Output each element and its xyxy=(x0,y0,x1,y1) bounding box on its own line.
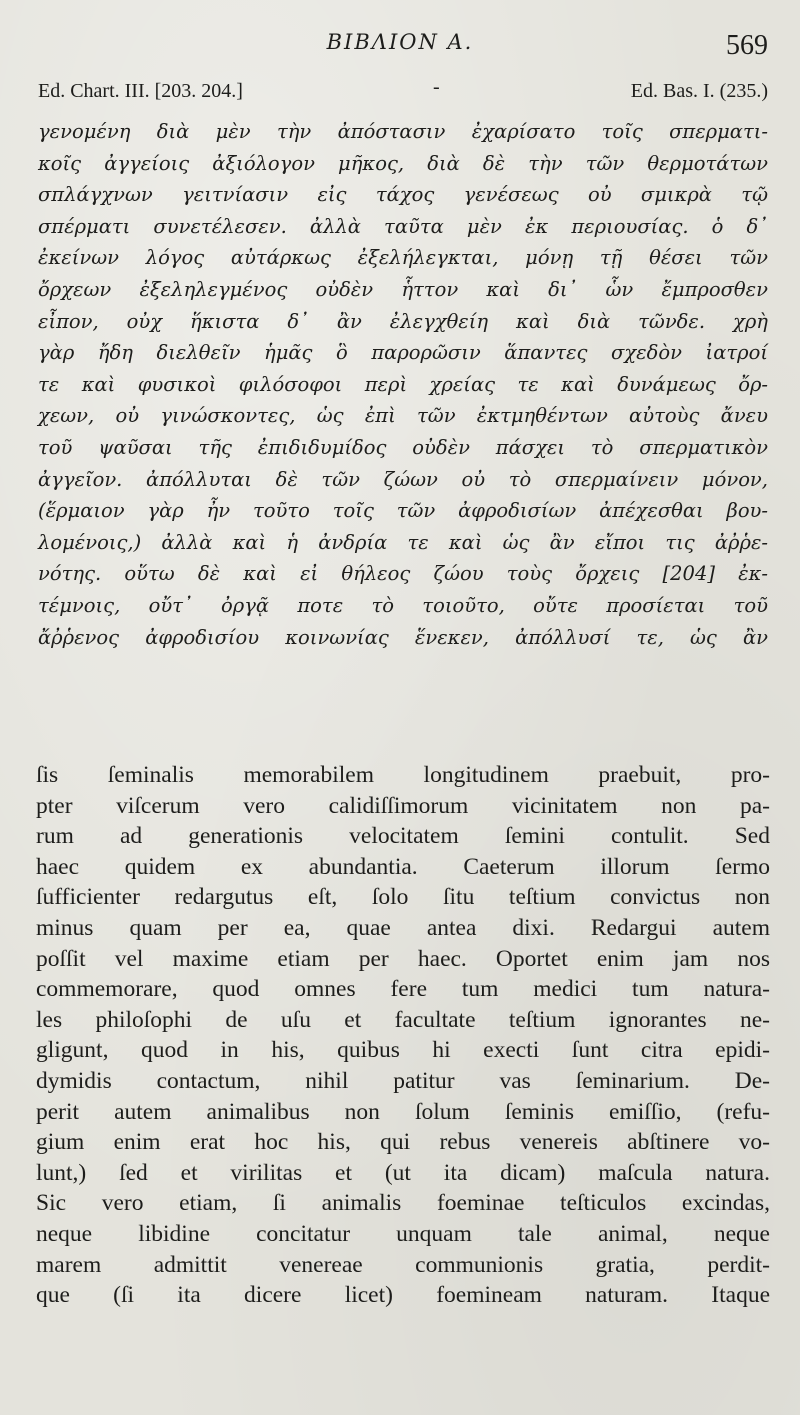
latin-text-block xyxy=(36,760,770,1311)
greek-text-line: χεων, οὐ γινώσκοντες, ὡς ἐπὶ τῶν ἐκτμηθέντων αὐτοὺς ἄνευ xyxy=(38,404,768,428)
edition-separator-mark: - xyxy=(433,76,440,98)
greek-text-line: λομένοις,) ἀλλὰ καὶ ἡ ἀνδρία τε καὶ ὡς ἂν εἴποι τις ἀῤῥε- xyxy=(38,530,768,554)
greek-text-line: τέμνοις, οὔτ᾽ ὀργᾷ ποτε τὸ τοιοῦτο, οὔτε προσίεται τοῦ xyxy=(38,593,768,617)
latin-text-line: minus quam per ea, quae antea dixi. Redargui autem xyxy=(36,914,770,941)
latin-text-line: que (ſi ita dicere licet) foemineam naturam. Itaque xyxy=(36,1282,770,1309)
greek-text-line: σπλάγχνων γειτνίασιν εἰς τάχος γενέσεως οὐ σμικρὰ τῷ xyxy=(38,183,768,207)
latin-text-line: les philoſophi de uſu et facultate teſtium ignorantes ne- xyxy=(36,1006,770,1033)
greek-text-line: τοῦ ψαῦσαι τῆς ἐπιδιδυμίδος οὐδὲν πάσχει τὸ σπερματικὸν xyxy=(38,435,768,459)
greek-text-line: κοῖς ἀγγείοις ἀξιόλογον μῆκος, διὰ δὲ τὴν τῶν θερμοτάτων xyxy=(38,151,768,175)
latin-text-line: dymidis contactum, nihil patitur vas ſeminarium. De- xyxy=(36,1067,770,1094)
greek-text-line: ὄρχεων ἐξεληλεγμένος οὐδὲν ἧττον καὶ δι᾽ ὧν ἔμπροσθεν xyxy=(38,277,768,301)
greek-text-line: γενομένη διὰ μὲν τὴν ἀπόστασιν ἐχαρίσατο τοῖς σπερματι- xyxy=(38,120,768,143)
latin-text-line: haec quidem ex abundantia. Caeterum illorum ſermo xyxy=(36,853,770,880)
latin-text-line: neque libidine concitatur unquam tale animal, neque xyxy=(36,1220,770,1247)
greek-text-line: τε καὶ φυσικοὶ φιλόσοφοι περὶ χρείας τε καὶ δυνάμεως ὄρ- xyxy=(38,372,768,396)
latin-text-line: gium enim erat hoc his, qui rebus venereis abſtinere vo- xyxy=(36,1129,770,1156)
latin-text-line: rum ad generationis velocitatem ſemini contulit. Sed xyxy=(36,823,770,850)
edition-basel-reference: Ed. Bas. I. (235.) xyxy=(630,80,768,102)
latin-text-line: ſis ſeminalis memorabilem longitudinem praebuit, pro- xyxy=(36,762,770,788)
greek-text-line: ἀγγεῖον. ἀπόλλυται δὲ τῶν ζώων οὐ τὸ σπερμαίνειν μόνον, xyxy=(38,467,768,491)
edition-chart-reference: Ed. Chart. III. [203. 204.] xyxy=(38,80,243,102)
greek-text-line: ἄῤῥενος ἀφροδισίου κοινωνίας ἕνεκεν, ἀπόλλυσί τε, ὡς ἂν xyxy=(38,625,768,649)
latin-text-line: marem admittit venereae communionis gratia, perdit- xyxy=(36,1251,770,1278)
latin-text-line: ſufficienter redargutus eſt, ſolo ſitu teſtium convictus non xyxy=(36,884,770,911)
greek-text-line: ἐκείνων λόγος αὐτάρκως ἐξελήλεγκται, μόνῃ τῇ θέσει τῶν xyxy=(38,246,768,270)
greek-text-line: σπέρματι συνετέλεσεν. ἀλλὰ ταῦτα μὲν ἐκ περιουσίας. ὁ δ᾽ xyxy=(38,214,768,238)
greek-text-block xyxy=(38,116,768,653)
greek-text-line: εἶπον, οὐχ ἥκιστα δ᾽ ἂν ἐλεγχθείη καὶ διὰ τῶνδε. χρὴ xyxy=(38,309,768,333)
latin-text-line: pter viſcerum vero calidiſſimorum vicinitatem non pa- xyxy=(36,792,770,819)
greek-text-line: γὰρ ἤδη διελθεῖν ἡμᾶς ὃ παρορῶσιν ἅπαντες σχεδὸν ἰατροί xyxy=(38,341,768,365)
latin-text-line: gligunt, quod in his, quibus hi execti ſunt citra epidi- xyxy=(36,1037,770,1064)
greek-text-line: (ἕρμαιον γὰρ ἦν τοῦτο τοῖς τῶν ἀφροδισίων ἀπέχεσθαι βου- xyxy=(38,499,768,523)
latin-text-line: perit autem animalibus non ſolum ſeminis emiſſio, (refu- xyxy=(36,1098,770,1125)
latin-text-line: commemorare, quod omnes fere tum medici tum natura- xyxy=(36,976,770,1003)
running-title: BIBΛΙΟΝ Α. xyxy=(326,30,474,54)
page-number: 569 xyxy=(726,30,768,61)
latin-text-line: poſſit vel maxime etiam per haec. Oportet enim jam nos xyxy=(36,945,770,972)
latin-text-line: Sic vero etiam, ſi animalis foeminae teſticulos excindas, xyxy=(36,1190,770,1217)
greek-text-line: νότης. οὕτω δὲ καὶ εἰ θήλεος ζώου τοὺς ὄρχεις [204] ἐκ- xyxy=(38,562,768,586)
latin-text-line: lunt,) ſed et virilitas et (ut ita dicam) maſcula natura. xyxy=(36,1159,770,1186)
